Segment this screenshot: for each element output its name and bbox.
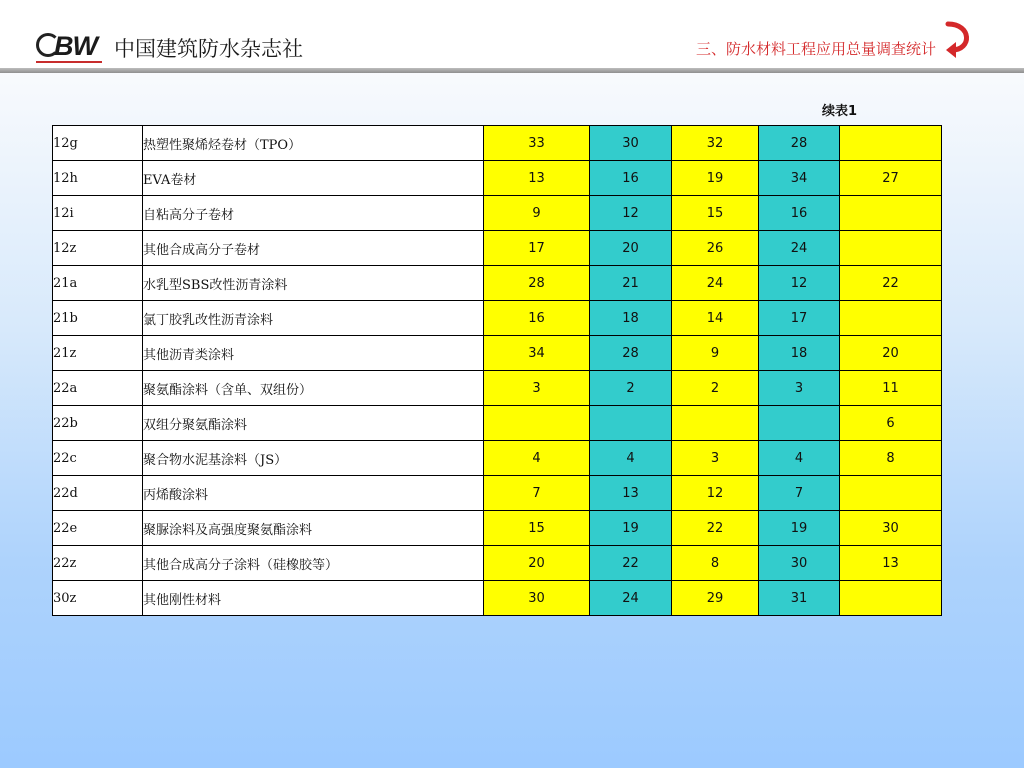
row-code: 12h (53, 161, 143, 196)
row-value-5: 11 (840, 371, 942, 406)
row-value-3: 22 (672, 511, 759, 546)
row-value-4 (759, 406, 840, 441)
row-material-name: 双组分聚氨酯涂料 (143, 406, 484, 441)
row-value-5 (840, 196, 942, 231)
row-value-3: 15 (672, 196, 759, 231)
row-material-name: 其他沥青类涂料 (143, 336, 484, 371)
company-name: 中国建筑防水杂志社 (114, 37, 303, 61)
row-code: 22z (53, 546, 143, 581)
row-value-3: 8 (672, 546, 759, 581)
row-code: 21z (53, 336, 143, 371)
table-row (53, 161, 942, 196)
row-value-1: 4 (484, 441, 590, 476)
row-material-name: 聚合物水泥基涂料（JS） (143, 441, 484, 476)
row-value-2: 20 (590, 231, 672, 266)
row-value-2: 13 (590, 476, 672, 511)
row-value-3: 2 (672, 371, 759, 406)
row-value-2: 12 (590, 196, 672, 231)
table-row (53, 231, 942, 266)
row-value-4: 12 (759, 266, 840, 301)
row-value-3: 26 (672, 231, 759, 266)
row-code: 12g (53, 126, 143, 161)
row-value-5 (840, 126, 942, 161)
row-value-1: 7 (484, 476, 590, 511)
table-row (53, 371, 942, 406)
table-body (53, 126, 942, 616)
row-code: 22b (53, 406, 143, 441)
row-material-name: 自粘高分子卷材 (143, 196, 484, 231)
header-divider (0, 68, 1024, 73)
row-value-2: 30 (590, 126, 672, 161)
row-value-5 (840, 476, 942, 511)
row-code: 22d (53, 476, 143, 511)
row-value-3: 9 (672, 336, 759, 371)
section-title: 三、防水材料工程应用总量调查统计 (695, 40, 936, 58)
row-value-5: 8 (840, 441, 942, 476)
row-material-name: 其他刚性材料 (143, 581, 484, 616)
table-row (53, 511, 942, 546)
row-value-3: 32 (672, 126, 759, 161)
row-value-5 (840, 231, 942, 266)
return-arrow-icon (942, 20, 974, 60)
statistics-table (52, 125, 942, 616)
row-value-5: 6 (840, 406, 942, 441)
row-value-2: 22 (590, 546, 672, 581)
row-value-3 (672, 406, 759, 441)
table-row (53, 546, 942, 581)
table-row (53, 441, 942, 476)
row-value-1: 15 (484, 511, 590, 546)
row-value-4: 31 (759, 581, 840, 616)
row-value-1: 20 (484, 546, 590, 581)
row-value-5: 20 (840, 336, 942, 371)
row-code: 30z (53, 581, 143, 616)
row-code: 21b (53, 301, 143, 336)
row-value-3: 12 (672, 476, 759, 511)
row-material-name: 热塑性聚烯烃卷材（TPO） (143, 126, 484, 161)
row-value-5: 13 (840, 546, 942, 581)
table-row (53, 196, 942, 231)
row-value-4: 4 (759, 441, 840, 476)
row-value-4: 19 (759, 511, 840, 546)
header-bar (0, 0, 1024, 68)
row-value-1: 17 (484, 231, 590, 266)
table-row (53, 126, 942, 161)
row-material-name: 其他合成高分子涂料（硅橡胶等） (143, 546, 484, 581)
row-value-1: 30 (484, 581, 590, 616)
row-code: 22c (53, 441, 143, 476)
row-material-name: EVA卷材 (143, 161, 484, 196)
row-value-3: 3 (672, 441, 759, 476)
table-row (53, 336, 942, 371)
row-value-2: 2 (590, 371, 672, 406)
row-code: 22a (53, 371, 143, 406)
row-value-5: 27 (840, 161, 942, 196)
row-value-1: 16 (484, 301, 590, 336)
row-value-4: 18 (759, 336, 840, 371)
row-value-2 (590, 406, 672, 441)
row-material-name: 氯丁胶乳改性沥青涂料 (143, 301, 484, 336)
row-code: 12z (53, 231, 143, 266)
row-value-2: 19 (590, 511, 672, 546)
row-value-5: 22 (840, 266, 942, 301)
row-value-1: 28 (484, 266, 590, 301)
row-value-1: 13 (484, 161, 590, 196)
row-value-3: 14 (672, 301, 759, 336)
row-value-4: 28 (759, 126, 840, 161)
row-value-4: 17 (759, 301, 840, 336)
table-row (53, 266, 942, 301)
row-value-5 (840, 581, 942, 616)
row-value-1: 3 (484, 371, 590, 406)
row-material-name: 其他合成高分子卷材 (143, 231, 484, 266)
row-value-1: 33 (484, 126, 590, 161)
row-value-5 (840, 301, 942, 336)
table-caption: 续表1 (822, 104, 858, 119)
row-code: 22e (53, 511, 143, 546)
table-row (53, 476, 942, 511)
logo-underline (36, 61, 102, 63)
row-value-2: 16 (590, 161, 672, 196)
row-value-4: 34 (759, 161, 840, 196)
row-value-4: 30 (759, 546, 840, 581)
table-row (53, 406, 942, 441)
row-value-4: 3 (759, 371, 840, 406)
row-value-3: 29 (672, 581, 759, 616)
row-value-3: 24 (672, 266, 759, 301)
row-value-3: 19 (672, 161, 759, 196)
row-value-1: 9 (484, 196, 590, 231)
row-material-name: 聚脲涂料及高强度聚氨酯涂料 (143, 511, 484, 546)
row-value-1 (484, 406, 590, 441)
row-value-2: 18 (590, 301, 672, 336)
row-value-1: 34 (484, 336, 590, 371)
row-material-name: 聚氨酯涂料（含单、双组份） (143, 371, 484, 406)
row-value-5: 30 (840, 511, 942, 546)
table-row (53, 581, 942, 616)
row-code: 12i (53, 196, 143, 231)
logo-letters: BW (54, 31, 97, 61)
table-row (53, 301, 942, 336)
row-code: 21a (53, 266, 143, 301)
row-value-4: 16 (759, 196, 840, 231)
row-value-2: 4 (590, 441, 672, 476)
row-material-name: 水乳型SBS改性沥青涂料 (143, 266, 484, 301)
row-material-name: 丙烯酸涂料 (143, 476, 484, 511)
row-value-2: 24 (590, 581, 672, 616)
row-value-2: 28 (590, 336, 672, 371)
row-value-2: 21 (590, 266, 672, 301)
row-value-4: 24 (759, 231, 840, 266)
row-value-4: 7 (759, 476, 840, 511)
